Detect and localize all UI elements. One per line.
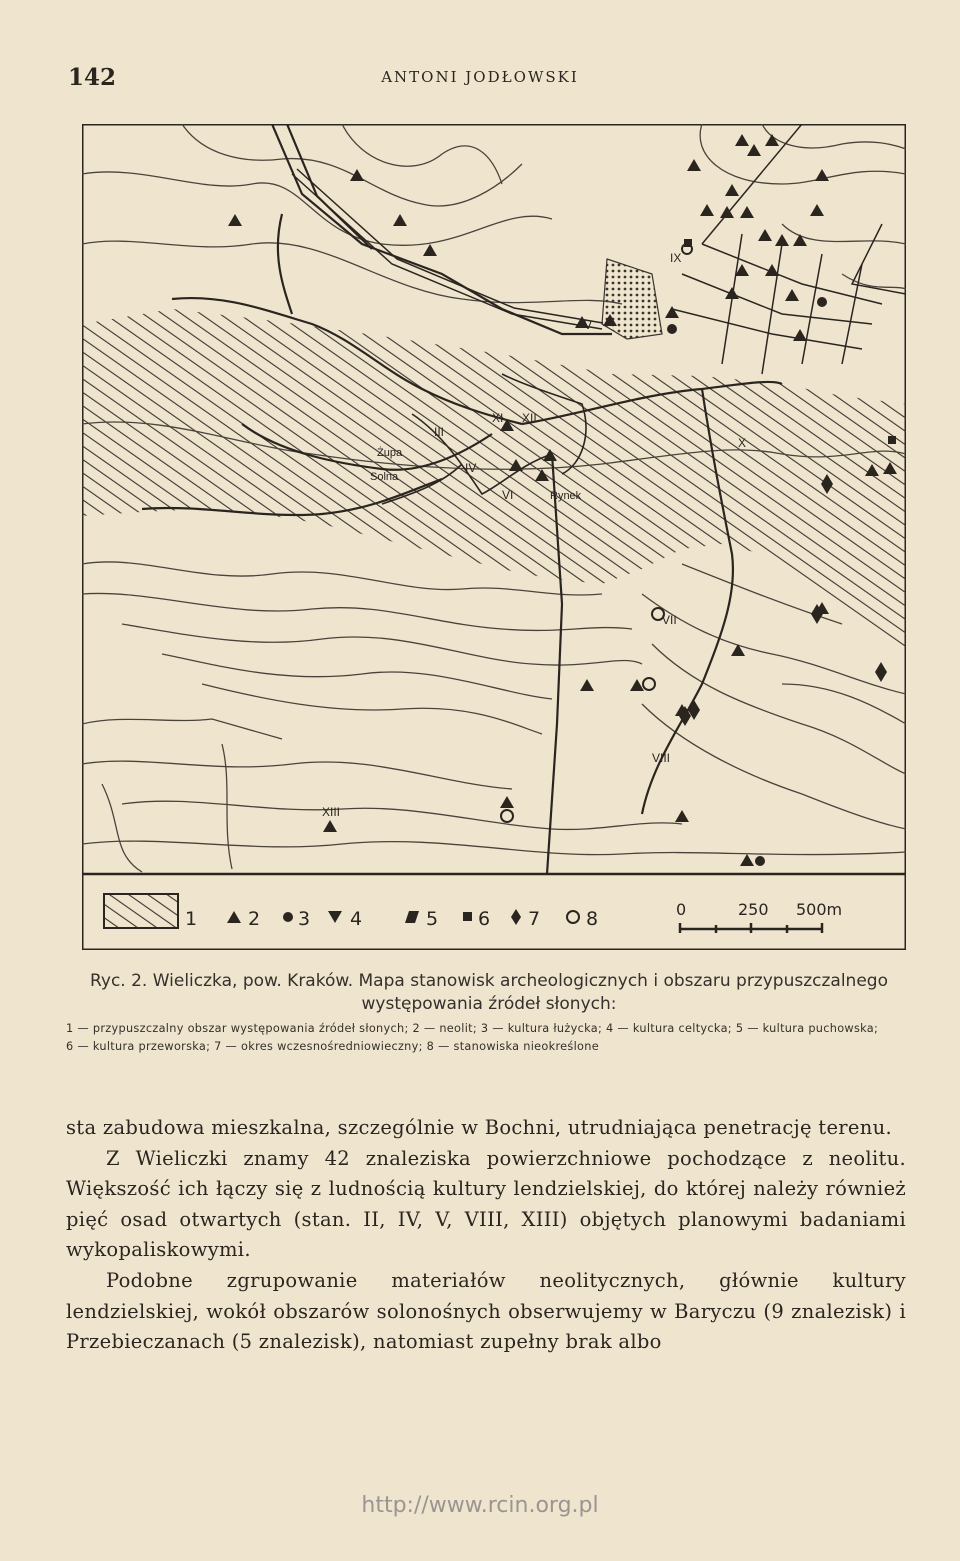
figure-caption [66, 970, 912, 1056]
site-label: IV [465, 461, 477, 475]
legend-hatch-swatch [104, 894, 178, 928]
map-legend [104, 894, 842, 933]
legend-triangle-down-icon [328, 911, 342, 923]
site-label: VII [662, 613, 677, 627]
site-label: XII [522, 411, 537, 425]
site-label: XI [492, 411, 504, 425]
site-label: VI [502, 488, 514, 502]
scale-mid: 250 [738, 900, 769, 919]
caption-title: Ryc. 2. Wieliczka, pow. Kraków. Mapa stanowisk archeologicznych i obszaru przypuszczalnego występowania źródeł słonych: [90, 971, 888, 1014]
town-grid [672, 124, 906, 374]
place-label-rynek: Rynek [550, 490, 582, 502]
caption-legend-item: 5 — kultura puchowska; [735, 1022, 879, 1035]
legend-circle-icon [567, 911, 579, 923]
body-paragraph: sta zabudowa mieszkalna, szczególnie w Bochni, utrudniająca penetrację terenu. [66, 1116, 892, 1139]
legend-triangle-icon [227, 911, 241, 923]
caption-legend-item: 4 — kultura celtycka; [606, 1022, 732, 1035]
site-label: V [584, 318, 593, 332]
legend-diamond-icon [511, 909, 521, 925]
site-label: X [738, 436, 747, 450]
figure-map [82, 124, 906, 950]
site-label: XIII [322, 805, 341, 819]
caption-legend-item: 1 — przypuszczalny obszar występowania źródeł słonych; [66, 1022, 409, 1035]
legend-num: 5 [426, 908, 439, 930]
legend-num: 4 [350, 908, 363, 930]
legend-num: 3 [298, 908, 311, 930]
watermark-url: http://www.rcin.org.pl [361, 1493, 599, 1518]
scale-max: 500m [796, 900, 843, 919]
site-label: III [434, 425, 445, 439]
page-number: 142 [68, 64, 117, 91]
caption-legend [66, 1020, 912, 1056]
dotted-area [602, 259, 662, 339]
body-paragraph: Z Wieliczki znamy 42 znaleziska powierzchniowe pochodzące z neolitu. Większość ich łączy się z ludnością kultury lendzielskiej, do której należy również pięć osad otwartych (stan. II, IV, V, VIII, XIII) objętych planowymi badaniami wykopaliskowymi. [66, 1146, 906, 1262]
site-label: IX [670, 251, 682, 265]
legend-dot-icon [283, 912, 293, 922]
site-label: VIII [652, 751, 671, 765]
caption-legend-item: 8 — stanowiska nieokreślone [426, 1040, 599, 1053]
railway [292, 169, 603, 329]
place-label-zupa: Żupa [377, 447, 403, 459]
legend-num: 7 [528, 908, 541, 930]
legend-parallelogram-icon [405, 911, 419, 923]
legend-num: 8 [586, 908, 599, 930]
legend-num: 2 [248, 908, 261, 930]
salt-spring-area [82, 309, 906, 649]
caption-legend-item: 6 — kultura przeworska; [66, 1040, 211, 1053]
legend-square-icon [463, 912, 472, 921]
legend-num: 1 [185, 908, 198, 930]
running-head-author: ANTONI JODŁOWSKI [381, 68, 579, 86]
body-text [66, 1113, 906, 1358]
scale-zero: 0 [676, 900, 687, 919]
caption-legend-item: 7 — okres wczesnośredniowieczny; [214, 1040, 423, 1053]
place-label-solna: Solna [370, 471, 399, 483]
scale-bar [680, 923, 822, 933]
caption-legend-item: 2 — neolit; [412, 1022, 477, 1035]
body-paragraph: Podobne zgrupowanie materiałów neolitycznych, głównie kultury lendzielskiej, wokół obszarów solonośnych obserwujemy w Baryczu (9 znalezisk) i Przebieczanach (5 znalezisk), natomiast zupełny brak albo [66, 1268, 906, 1354]
legend-num: 6 [478, 908, 491, 930]
caption-legend-item: 3 — kultura łużycka; [480, 1022, 603, 1035]
map-svg [82, 124, 906, 950]
